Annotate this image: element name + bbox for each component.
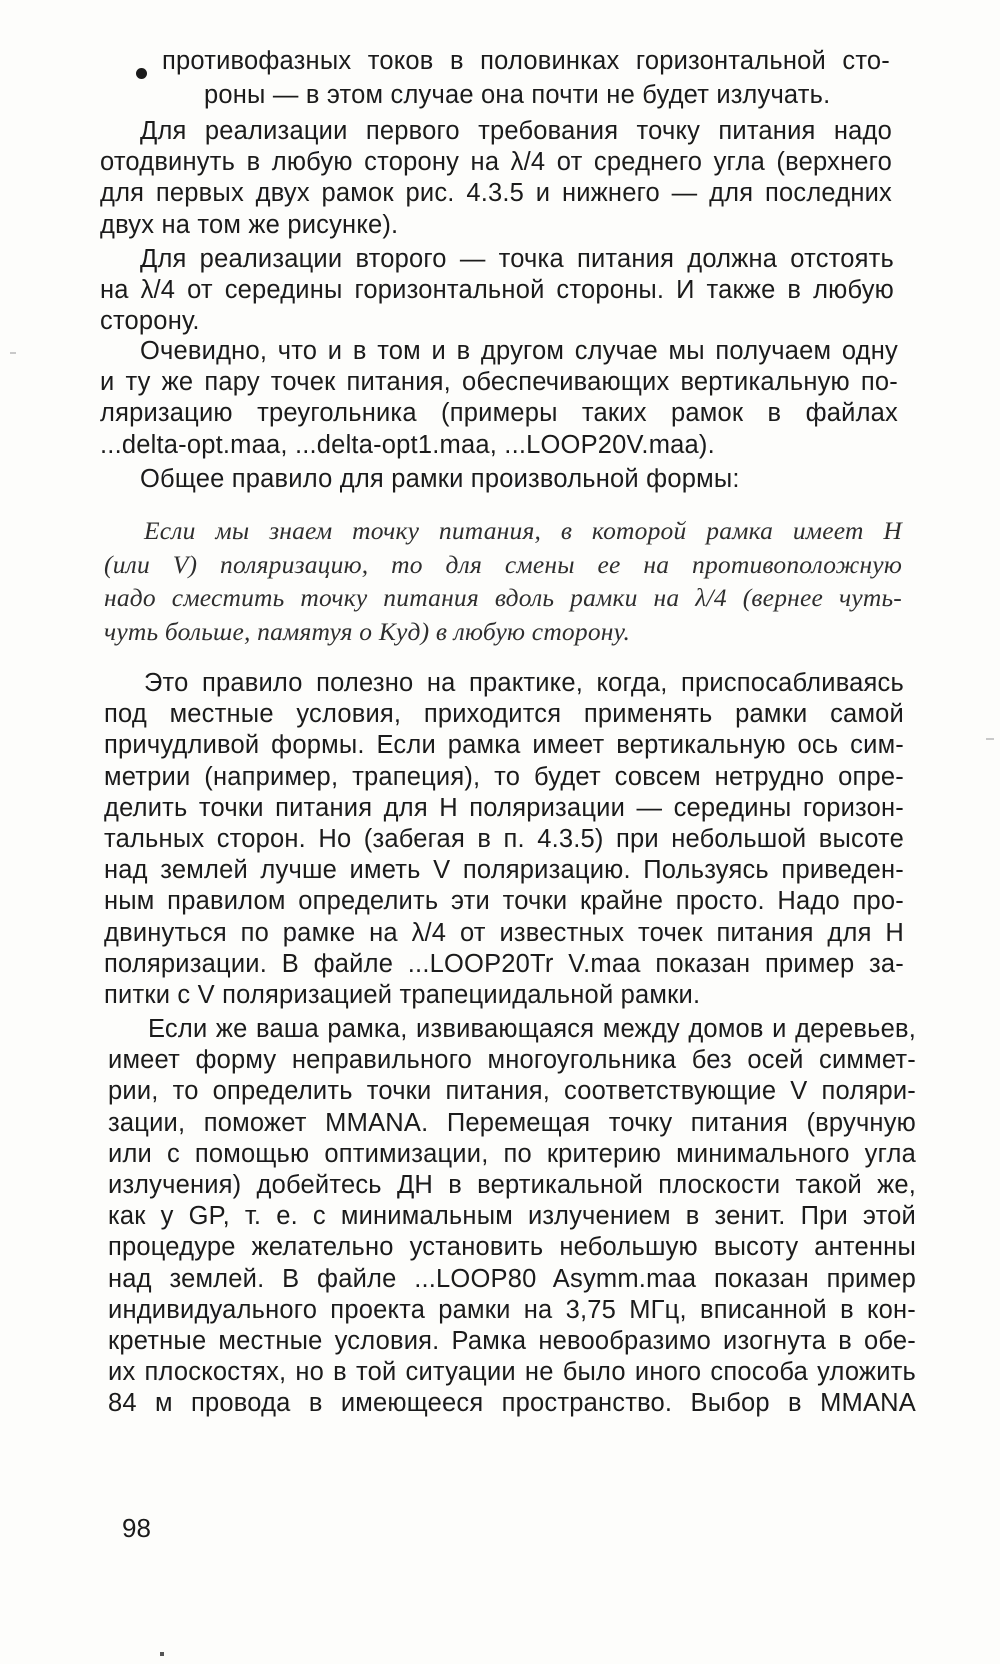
- text-line: ...delta-opt.maa, ...delta-opt1.maa, ...LOOP20V.maa).: [100, 430, 715, 459]
- text-line: роны — в этом случае она почти не будет излучать.: [204, 81, 831, 109]
- text-line: сторону.: [100, 307, 200, 336]
- text-line: Это правило полезно на практике, когда, приспосабливаясь: [144, 669, 904, 697]
- text-line: ным правилом определить эти точки крайне просто. Надо про-: [104, 887, 904, 916]
- paragraph: [100, 244, 894, 338]
- text-line: ляризацию треугольника (примеры таких рамок в файлах: [100, 399, 898, 428]
- text-line: метрии (например, трапеция), то будет совсем нетрудно опре-: [104, 762, 904, 791]
- paragraph: [100, 336, 898, 461]
- text-line: Если мы знаем точку питания, в которой рамка имеет H: [144, 516, 902, 545]
- text-line: Очевидно, что и в том и в другом случае мы получаем одну: [140, 337, 898, 365]
- text-line: рии, то определить точки питания, соответствующие V поляри-: [108, 1077, 916, 1106]
- text-line: над землей. В файле ...LOOP80 Asymm.maa показан пример: [108, 1264, 916, 1293]
- paragraph: [108, 1014, 916, 1420]
- text-line: Общее правило для рамки произвольной формы:: [140, 465, 740, 493]
- bullet-icon: [136, 68, 147, 79]
- text-line: процедуре желательно установить небольшую высоту антенны: [108, 1233, 916, 1262]
- text-line: кретные местные условия. Рамка невообразимо изогнута в обе-: [108, 1327, 916, 1356]
- scan-mark: [986, 738, 994, 740]
- text-line: и ту же пару точек питания, обеспечивающих вертикальную по-: [100, 368, 898, 397]
- text-line: их плоскостях, но в той ситуации не было иного способа уложить: [108, 1358, 916, 1387]
- text-line: (или V) поляризацию, то для смены ее на противоположную: [104, 549, 902, 579]
- text-line: 84 м провода в имеющееся пространство. Выбор в MMANA: [108, 1389, 916, 1418]
- scan-mark: [160, 1652, 164, 1656]
- text-line: индивидуального проекта рамки на 3,75 МГц, вписанной в кон-: [108, 1295, 916, 1324]
- paragraph: [104, 668, 904, 1011]
- text-line: или с помощью оптимизации, по критерию минимального угла: [108, 1139, 916, 1168]
- text-line: на λ/4 от середины горизонтальной стороны. И также в любую: [100, 276, 894, 305]
- scan-mark: [10, 352, 16, 354]
- text-line: питки с V поляризацией трапециидальной рамки.: [104, 981, 701, 1010]
- rule-statement: [104, 514, 902, 648]
- bullet-item: [162, 46, 890, 77]
- text-line: делить точки питания для H поляризации — середины горизон-: [104, 793, 904, 822]
- text-line: для первых двух рамок рис. 4.3.5 и нижнего — для последних: [100, 179, 892, 208]
- text-line: поляризации. В файле ...LOOP20Tr V.maa показан пример за-: [104, 949, 904, 978]
- paragraph: [100, 116, 892, 241]
- text-line: излучения) добейтесь ДН в вертикальной плоскости такой же,: [108, 1171, 916, 1200]
- text-line: чуть больше, памятуя о Kуд) в любую сторону.: [104, 616, 631, 646]
- text-line: двинуться по рамке на λ/4 от известных точек питания для H: [104, 918, 904, 947]
- text-line: над землей лучше иметь V поляризацию. Пользуясь приведен-: [104, 856, 904, 885]
- bullet-item-cont: [204, 80, 831, 111]
- text-line: как у GP, т. е. с минимальным излучением в зенит. При этой: [108, 1202, 916, 1231]
- text-line: зации, поможет MMANA. Перемещая точку питания (вручную: [108, 1108, 916, 1137]
- text-line: противофазных токов в половинках горизонтальной сто-: [162, 47, 890, 75]
- page-number: 98: [122, 1513, 151, 1543]
- text-line: под местные условия, приходится применять рамки самой: [104, 700, 904, 729]
- text-line: тальных сторон. Но (забегая в п. 4.3.5) при небольшой высоте: [104, 825, 904, 854]
- paragraph: [100, 464, 898, 495]
- text-line: Если же ваша рамка, извивающаяся между домов и деревьев,: [148, 1015, 916, 1043]
- text-line: надо сместить точку питания вдоль рамки на λ/4 (вернее чуть-: [104, 583, 902, 612]
- text-line: Для реализации второго — точка питания должна отстоять: [140, 245, 894, 273]
- text-line: имеет форму неправильного многоугольника без осей симмет-: [108, 1046, 916, 1075]
- text-line: отодвинуть в любую сторону на λ/4 от среднего угла (верхнего: [100, 148, 892, 177]
- text-line: причудливой формы. Если рамка имеет вертикальную ось сим-: [104, 731, 904, 760]
- text-line: двух на том же рисунке).: [100, 210, 399, 239]
- text-line: Для реализации первого требования точку питания надо: [140, 117, 892, 145]
